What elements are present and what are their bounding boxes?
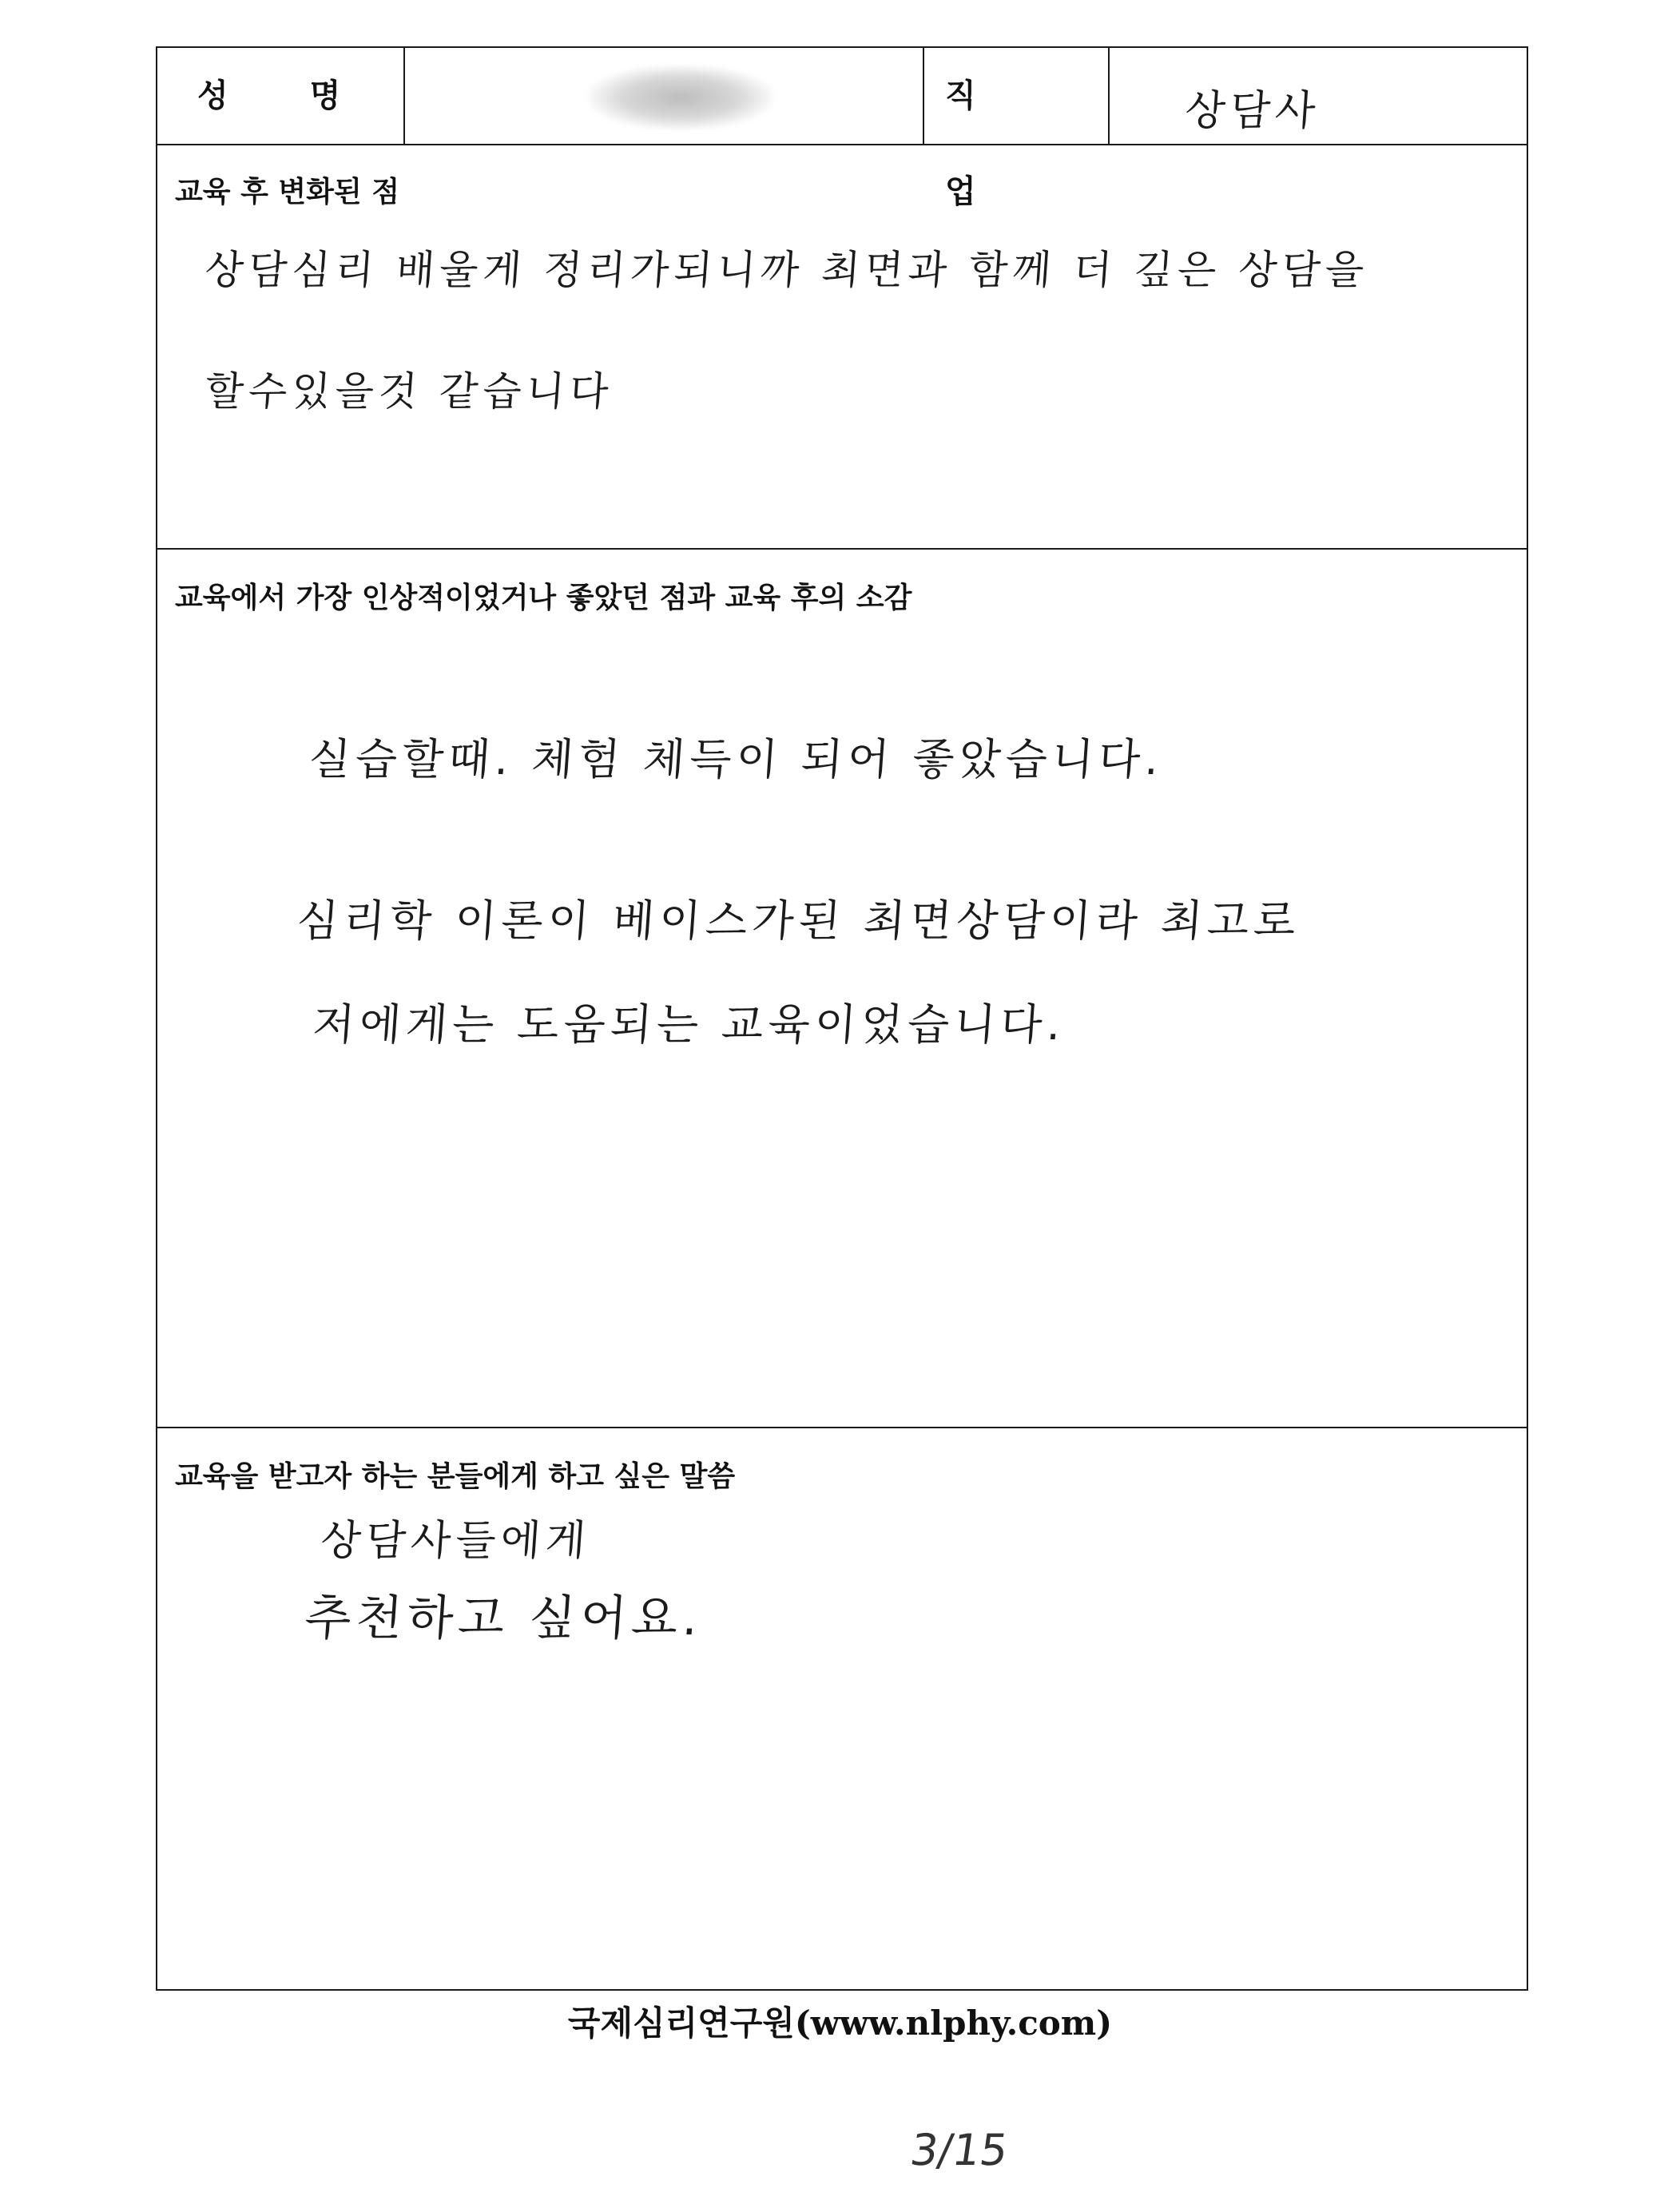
handwritten-line: 실습할때. 체험 체득이 되어 좋았습니다. <box>307 734 1166 784</box>
section-impressions <box>157 550 1527 1428</box>
name-label-cell <box>157 48 405 144</box>
job-value: 상담사 <box>1183 87 1322 135</box>
handwritten-line: 상담사들에게 <box>319 1517 593 1565</box>
handwritten-line: 상담심리 배울게 정리가되니까 최면과 함께 더 깊은 상담을 <box>203 247 1371 293</box>
section-title: 교육에서 가장 인상적이었거나 좋았던 점과 교육 후의 소감 <box>175 581 912 614</box>
job-label: 직 업 <box>945 77 1011 210</box>
testimonial-form <box>156 46 1528 1991</box>
handwritten-line: 심리학 이론이 베이스가된 최면상담이라 최고로 <box>295 895 1302 946</box>
handwritten-line: 추천하고 싶어요. <box>303 1590 705 1646</box>
job-label-cell <box>924 48 1110 210</box>
job-value-cell <box>1110 48 1528 144</box>
page-number-mark: 3/15 <box>907 2125 1011 2175</box>
name-label: 성 명 <box>197 77 376 114</box>
handwritten-line: 저에게는 도움되는 교육이었습니다. <box>311 999 1067 1050</box>
section-title: 교육 후 변화된 점 <box>175 175 400 208</box>
redacted-name <box>589 66 772 129</box>
name-value-cell <box>405 48 924 144</box>
section-changes <box>157 144 1527 550</box>
handwritten-line: 할수있을것 같습니다 <box>203 368 615 415</box>
section-message <box>157 1428 1527 1989</box>
section-title: 교육을 받고자 하는 분들에게 하고 싶은 말씀 <box>175 1459 736 1493</box>
footer-organization: 국제심리연구원(www.nlphy.com) <box>567 2003 1113 2043</box>
